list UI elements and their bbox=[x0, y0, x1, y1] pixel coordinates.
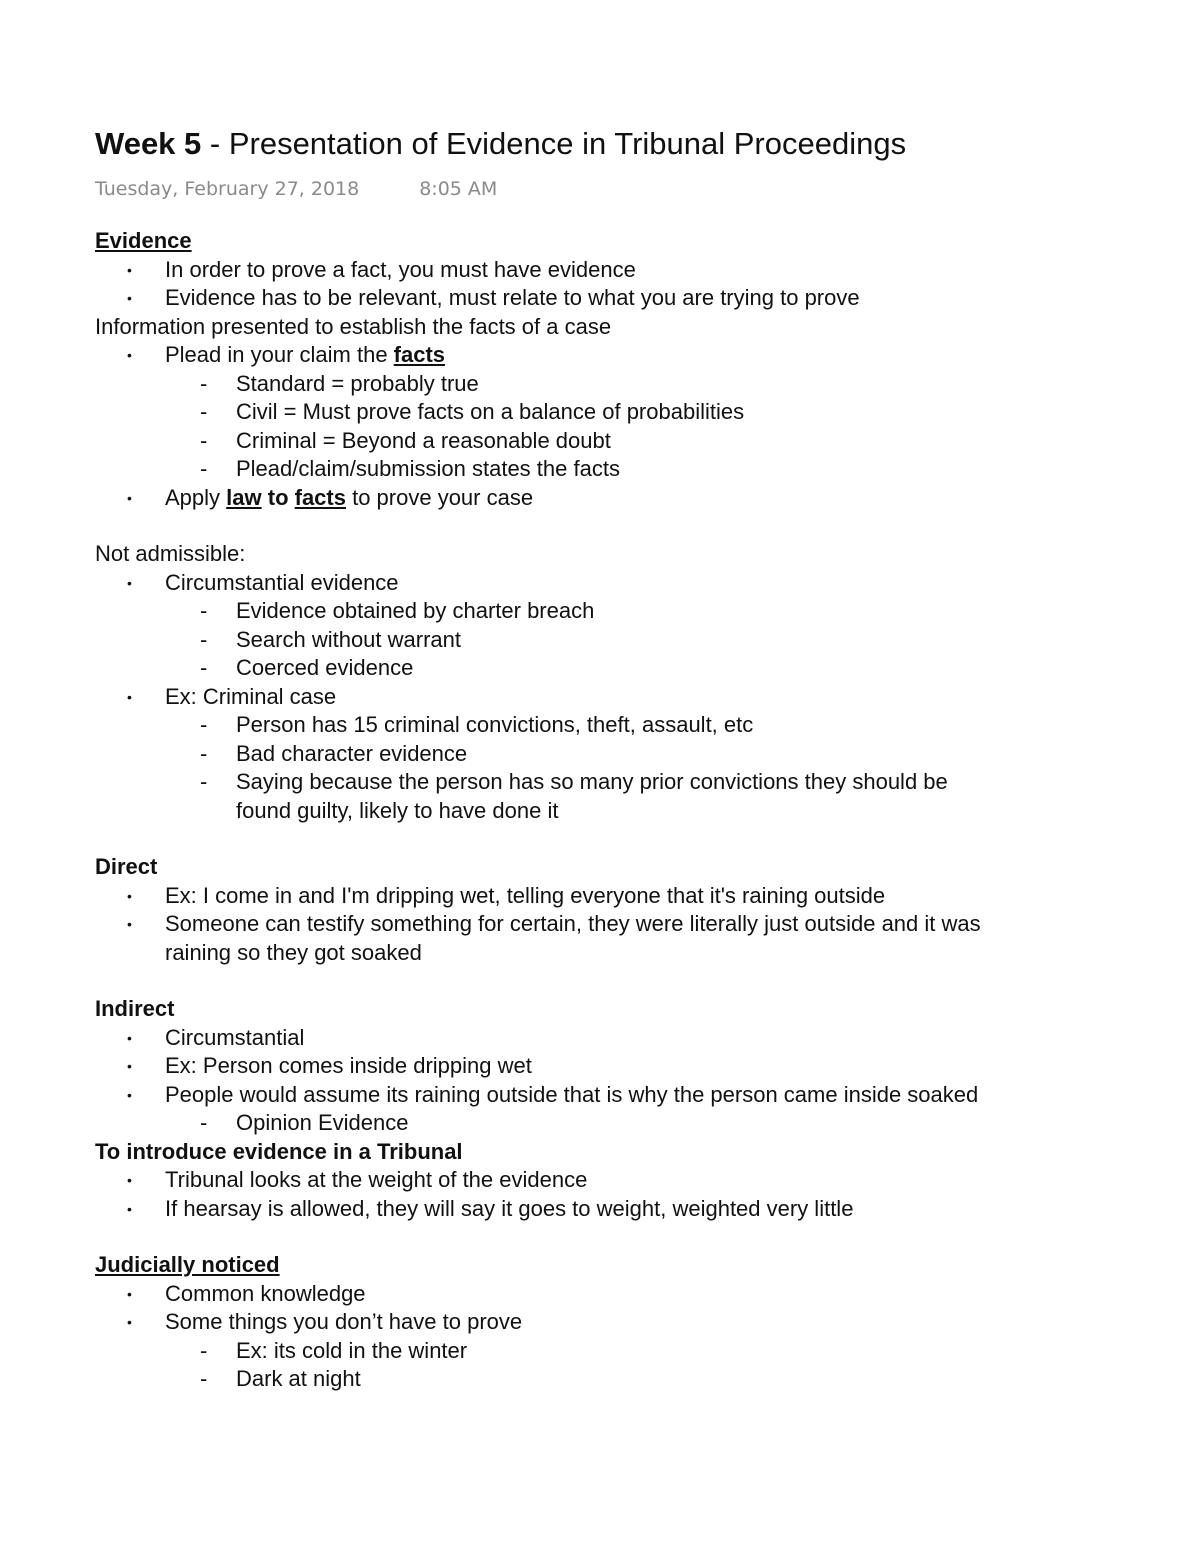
dash-text: Saying because the person has so many prior convictions they should be bbox=[236, 769, 948, 794]
spacer bbox=[95, 967, 1155, 995]
section-heading bbox=[95, 227, 1155, 256]
dash-item bbox=[95, 626, 1155, 655]
bullet-marker: • bbox=[127, 1086, 132, 1103]
dash-marker: - bbox=[200, 1366, 208, 1391]
bullet-marker: • bbox=[127, 887, 132, 904]
bullet-text-part: Plead in your claim the bbox=[165, 342, 394, 367]
dash-text: Coerced evidence bbox=[236, 655, 414, 680]
dash-item bbox=[95, 597, 1155, 626]
section-heading bbox=[95, 1251, 1155, 1280]
dash-item bbox=[95, 455, 1155, 484]
heading-text: Judicially noticed bbox=[95, 1252, 280, 1277]
bullet-text-part: Apply bbox=[165, 484, 227, 510]
note-date: Tuesday, February 27, 2018 bbox=[95, 178, 360, 200]
bullet-marker: • bbox=[127, 1058, 132, 1074]
text-line bbox=[95, 313, 1155, 342]
line-text: Information presented to establish the facts of a case bbox=[95, 313, 612, 339]
line-text: Not admissible: bbox=[95, 541, 246, 566]
dash-item bbox=[95, 797, 1155, 826]
bullet-text-part: facts bbox=[294, 484, 346, 510]
dash-item bbox=[95, 398, 1155, 427]
dash-item bbox=[95, 1365, 1155, 1394]
bullet-text: Someone can testify something for certain, they were literally just outside and it was bbox=[165, 911, 981, 936]
bullet-marker: • bbox=[127, 489, 132, 506]
bullet-text: People would assume its raining outside that is why the person came inside soaked bbox=[165, 1081, 979, 1107]
dash-text: Civil = Must prove facts on a balance of probabilities bbox=[236, 399, 745, 424]
bullet-marker: • bbox=[127, 1172, 132, 1188]
dash-text: Criminal = Beyond a reasonable doubt bbox=[236, 427, 611, 453]
bullet-text: In order to prove a fact, you must have evidence bbox=[165, 256, 636, 282]
bullet-text-part: to bbox=[261, 484, 295, 510]
dash-item bbox=[95, 1337, 1155, 1366]
title-week: Week 5 bbox=[95, 126, 202, 161]
dash-text: Ex: its cold in the winter bbox=[236, 1337, 468, 1363]
dash-marker: - bbox=[200, 626, 208, 652]
dash-text: Bad character evidence bbox=[236, 740, 468, 766]
heading-text: Indirect bbox=[95, 996, 175, 1021]
spacer bbox=[95, 1223, 1155, 1251]
dash-text: Search without warrant bbox=[236, 626, 461, 652]
section-heading bbox=[95, 853, 1155, 882]
bullet-text: Circumstantial evidence bbox=[165, 569, 399, 595]
dash-text: Opinion Evidence bbox=[236, 1110, 409, 1135]
dash-marker: - bbox=[200, 1110, 208, 1135]
bullet-marker: • bbox=[127, 347, 132, 363]
spacer bbox=[95, 825, 1155, 853]
bullet-text: Ex: Criminal case bbox=[165, 683, 337, 709]
bullet-marker: • bbox=[127, 290, 132, 306]
dash-marker: - bbox=[200, 456, 208, 481]
bullet-text: Ex: Person comes inside dripping wet bbox=[165, 1053, 532, 1078]
bullet-marker: • bbox=[127, 1200, 132, 1217]
text-line bbox=[95, 540, 1155, 569]
bullet-item bbox=[95, 1081, 1155, 1110]
dash-item bbox=[95, 427, 1155, 456]
bullet-text: Some things you don’t have to prove bbox=[165, 1309, 523, 1334]
dash-item bbox=[95, 1109, 1155, 1138]
bullet-text: Ex: I come in and I'm dripping wet, telling everyone that it's raining outside bbox=[165, 882, 886, 908]
bullet-item bbox=[95, 882, 1155, 911]
page-title bbox=[95, 122, 1155, 166]
bullet-text: Circumstantial bbox=[165, 1024, 305, 1050]
bullet-marker: • bbox=[127, 1285, 132, 1302]
dash-text: Person has 15 criminal convictions, theft, assault, etc bbox=[236, 712, 754, 737]
note-page bbox=[95, 122, 1155, 1394]
dash-text: Dark at night bbox=[236, 1366, 361, 1391]
dash-marker: - bbox=[200, 598, 208, 623]
bullet-item bbox=[95, 341, 1155, 370]
dash-item bbox=[95, 768, 1155, 797]
dash-text: Plead/claim/submission states the facts bbox=[236, 456, 620, 481]
dash-marker: - bbox=[200, 740, 208, 766]
bullet-item bbox=[95, 683, 1155, 712]
bullet-item bbox=[95, 1052, 1155, 1081]
section-heading bbox=[95, 995, 1155, 1024]
title-text: - Presentation of Evidence in Tribunal Proceedings bbox=[201, 126, 907, 161]
bullet-marker: • bbox=[127, 916, 132, 932]
dash-marker: - bbox=[200, 712, 208, 737]
dateline bbox=[95, 168, 1155, 210]
dash-text: Evidence obtained by charter breach bbox=[236, 598, 595, 623]
bullet-marker: • bbox=[127, 688, 132, 705]
note-time: 8:05 AM bbox=[419, 178, 498, 200]
heading-text: Direct bbox=[95, 854, 158, 879]
bullet-marker: • bbox=[127, 1314, 132, 1330]
bullet-text: raining so they got soaked bbox=[165, 939, 422, 965]
bullet-item bbox=[95, 484, 1155, 513]
bullet-item bbox=[95, 1024, 1155, 1053]
bullet-item bbox=[95, 1308, 1155, 1337]
dash-marker: - bbox=[200, 655, 208, 680]
dash-marker: - bbox=[200, 370, 208, 396]
bullet-text-part: facts bbox=[393, 342, 446, 367]
section-heading bbox=[95, 1138, 1155, 1167]
bullet-text-part: law bbox=[226, 484, 262, 510]
dash-item bbox=[95, 654, 1155, 683]
dash-item bbox=[95, 370, 1155, 399]
bullet-text: Evidence has to be relevant, must relate to what you are trying to prove bbox=[165, 285, 860, 310]
dash-text: Standard = probably true bbox=[236, 370, 479, 396]
dash-item bbox=[95, 711, 1155, 740]
bullet-item bbox=[95, 284, 1155, 313]
bullet-item bbox=[95, 910, 1155, 939]
bullet-item bbox=[95, 939, 1155, 968]
bullet-item bbox=[95, 256, 1155, 285]
dash-marker: - bbox=[200, 399, 208, 424]
dash-item bbox=[95, 740, 1155, 769]
bullet-marker: • bbox=[127, 1029, 132, 1046]
bullet-marker: • bbox=[127, 261, 132, 278]
bullet-text-part: to prove your case bbox=[345, 484, 534, 510]
heading-text: To introduce evidence in a Tribunal bbox=[95, 1138, 463, 1164]
note-body bbox=[95, 227, 1155, 1394]
bullet-text: Common knowledge bbox=[165, 1280, 366, 1306]
bullet-text: If hearsay is allowed, they will say it goes to weight, weighted very little bbox=[165, 1195, 854, 1221]
bullet-marker: • bbox=[127, 574, 132, 591]
bullet-item bbox=[95, 1166, 1155, 1195]
bullet-item bbox=[95, 1195, 1155, 1224]
bullet-text: Tribunal looks at the weight of the evidence bbox=[165, 1167, 588, 1192]
bullet-item bbox=[95, 569, 1155, 598]
dash-marker: - bbox=[200, 427, 208, 453]
heading-text: Evidence bbox=[95, 228, 192, 253]
bullet-item bbox=[95, 1280, 1155, 1309]
spacer bbox=[95, 512, 1155, 540]
dash-marker: - bbox=[200, 769, 208, 794]
dash-marker: - bbox=[200, 1337, 208, 1363]
dash-text: found guilty, likely to have done it bbox=[236, 797, 559, 823]
